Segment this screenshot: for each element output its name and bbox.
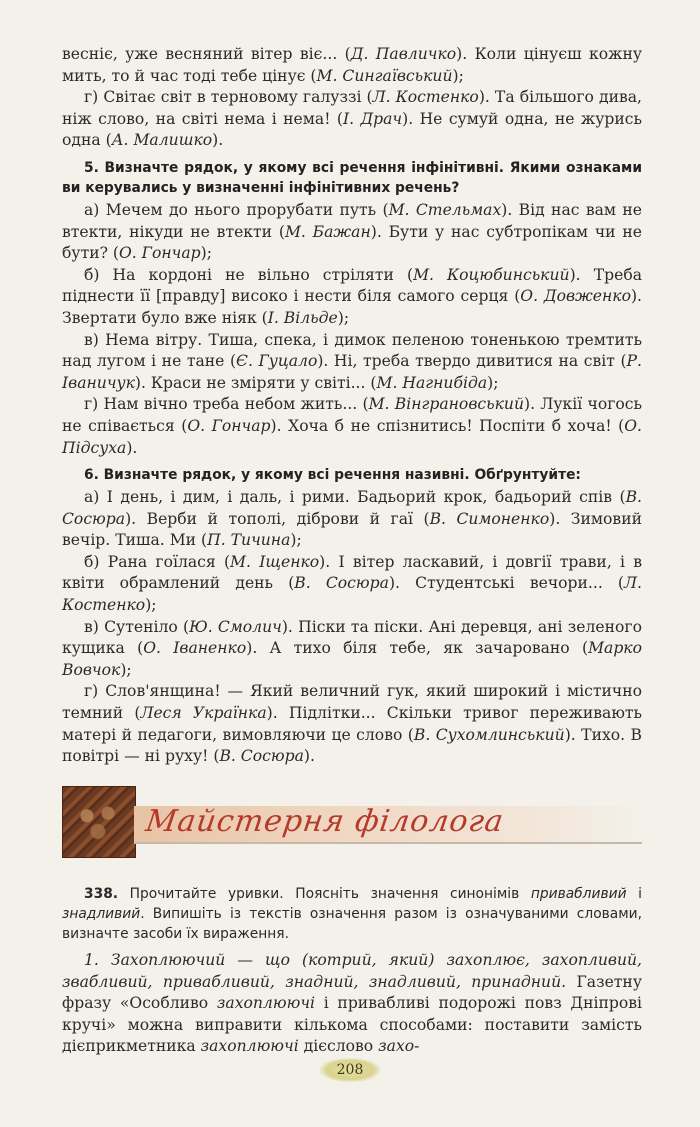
banner-illustration	[62, 786, 136, 858]
task-text: 1. Захоплюючий — що (котрий, який) захоплює, захопливий, звабливий, привабливий, знадний, знадливий, принадний. Газетну фразу «Особливо захоплюючі і привабливі подорожі повз Дніпрові кручі» можна виправити кількома способами: поставити замість дієприкметника захоплюючі дієслово захо-	[62, 951, 642, 1056]
banner-title: Майстерня філолога	[143, 804, 507, 839]
paragraph: г) Слов'янщина! — Який величний гук, який широкий i мiстично темний (Леся Українка). Пiдлiтки... Скiльки тривог переживають матерi й педагоги, вимовляючи це слово (В. Сухомлинський). Тихо. В повiтрi — нi руху! (В. Сосюра).	[62, 682, 643, 766]
task-question: 338. Прочитайте уривки. Поясніть значення синонімів привабливий і знадливий. Випишіть із текстів означення разом із означуваними словами, визначте засоби їх вираження.	[62, 886, 642, 942]
paragraph: б) На кордонi не вiльно стрiляти (М. Коцюбинський). Треба пiднести її [правду] високо i нести бiля самого серця (О. Довженко). Звертати було вже нiяк (I. Вiльде);	[62, 265, 643, 327]
paragraph: г) Свiтає свiт в терновому галуззi (Л. Костенко). Та бiльшого дива, нiж слово, на свiтi нема i нема! (I. Драч). Не сумуй одна, не журись одна (А. Малишко).	[62, 88, 643, 150]
paragraph: г) Нам вiчно треба небом жить... (М. Вiнграновський). Лукiї чогось не спiвається (О. Гончар). Хоча б не спiзнитись! Поспiти б хоча! (О. Пiдсуха).	[62, 395, 643, 457]
exercise-question: 6. Визначте рядок, у якому всi речення називнi. Обґрунтуйте:	[84, 467, 581, 484]
paragraph: веснiє, уже весняний вiтер вiє... (Д. Павличко). Коли цiнуєш кожну мить, то й час тодi тебе цiнує (М. Сингаївський);	[62, 45, 643, 85]
paragraph: а) I день, i дим, i даль, i рими. Бадьорий крок, бадьорий спiв (В. Сосюра). Верби й тополi, дiброви й гаї (В. Симоненко). Зимовий вечiр. Тиша. Ми (П. Тичина);	[62, 488, 642, 550]
main-text	[62, 44, 642, 768]
page-number: 208	[320, 1058, 380, 1082]
paragraph: б) Рана гоїлася (М. Iщенко). I вiтер ласкавий, i довгiї трави, i в квiти обрамлений день (В. Сосюра). Студентськi вечори... (Л. Костенко);	[62, 552, 642, 615]
exercise-question: 5. Визначте рядок, у якому всi речення iнфiнiтивнi. Якими ознаками ви керувались у визначеннi iнфiнiтивних речень?	[62, 159, 642, 196]
paragraph: в) Нема вiтру. Тиша, спека, i димок пеленою тоненькою тремтить над лугом i не тане (Є. Гуцало). Нi, треба твердо дивитися на свiт (Р. Iваничук). Краси не змiряти у свiтi... (М. Нагнибiда);	[62, 330, 642, 392]
task-338	[62, 884, 642, 1058]
paragraph: а) Мечем до нього прорубати путь (М. Стельмах). Вiд нас вам не втекти, нiкуди не втекти (М. Бажан). Бути у нас субтропiкам чи не бути? (О. Гончар);	[62, 200, 643, 263]
paragraph: в) Сутенiло (Ю. Смолич). Пiски та пiски. Анi деревця, анi зеленого кущика (О. Iваненко). А тихо бiля тебе, як зачаровано (Марко Вовчок);	[62, 617, 643, 679]
section-banner	[62, 786, 642, 864]
